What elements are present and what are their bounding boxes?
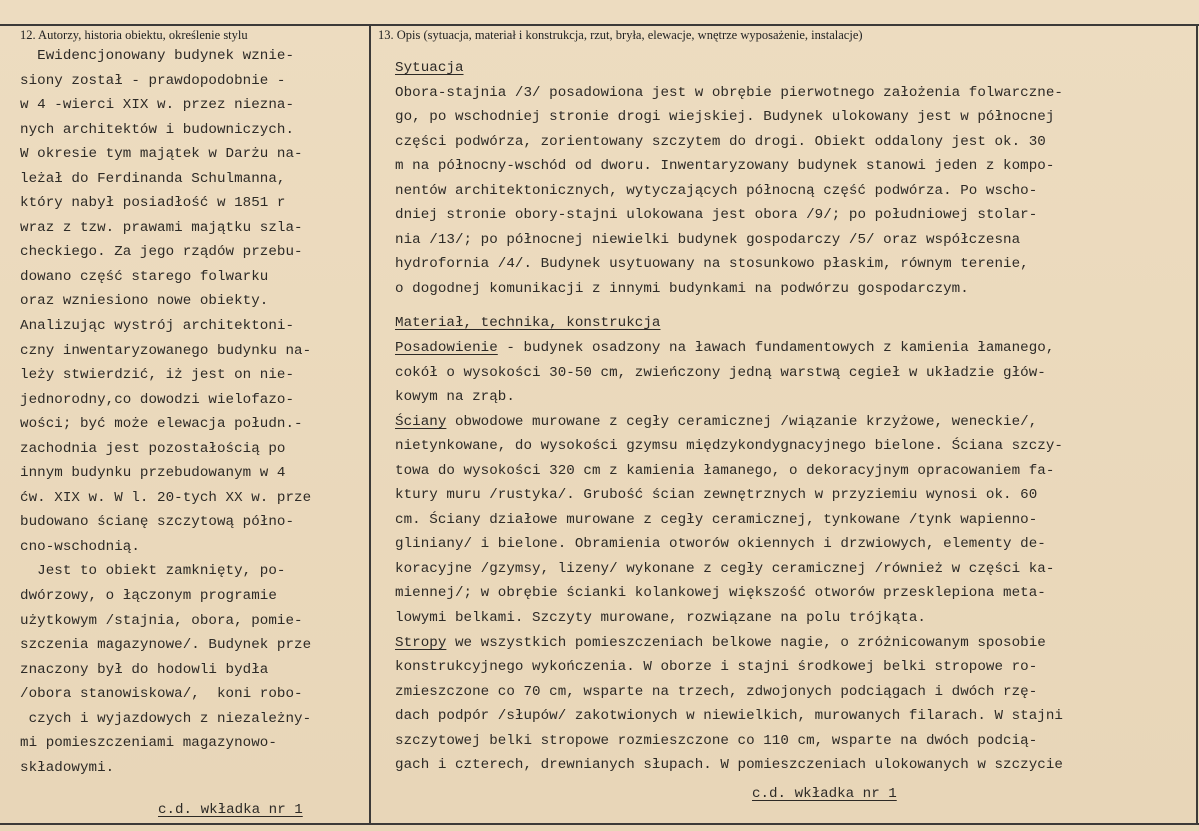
history-line: składowymi. [20,759,115,776]
stropy-line: gach i czterech, drewnianych słupach. W pomieszczeniach ulokowanych w szczycie [395,757,1063,774]
sytuacja-line: Obora-stajnia /3/ posadowiona jest w obrębie pierwotnego założenia folwarczne- [395,84,1063,101]
history-line: szczenia magazynowe/. Budynek prze [20,637,312,654]
history-line: W okresie tym majątek w Darżu na- [20,146,303,163]
history-line: innym budynku przebudowanym w 4 [20,465,286,482]
history-line: wraz z tzw. prawami majątku szla- [20,219,303,236]
history-line: ćw. XIX w. W l. 20-tych XX w. prze [20,489,312,506]
history-line: znaczony był do hodowli bydła [20,661,269,678]
stropy-line: konstrukcyjnego wykończenia. W oborze i stajni środkowej belki stropowe ro- [395,659,1038,676]
sciany-line: koracyjne /gzymsy, lizeny/ wykonane z cegły ceramicznej /również w części ka- [395,560,1055,577]
history-line: leży stwierdzić, iż jest on nie- [20,367,295,384]
sytuacja-line: go, po wschodniej stronie drogi wiejskiej. Budynek ulokowany jest w północnej [395,109,1055,126]
spacer [395,301,1195,311]
stropy-text: we wszystkich pomieszczeniach belkowe nagie, o zróżnicowanym sposobie [446,634,1046,651]
posadowienie-label: Posadowienie [395,340,498,357]
sytuacja-heading: Sytuacja [395,60,464,76]
history-line: dwórzowy, o łączonym programie [20,588,277,605]
history-line: Jest to obiekt zamknięty, po- [20,563,286,580]
posadowienie-line: cokół o wysokości 30-50 cm, zwieńczony jedną warstwą cegieł w układzie głów- [395,364,1046,381]
stropy-line: dach podpór /słupów/ zakotwionych w niewielkich, murowanych filarach. W stajni [395,708,1063,725]
left-continuation-note: c.d. wkładka nr 1 [158,802,303,818]
sciany-line: towa do wysokości 320 cm z kamienia łamanego, o dekoracyjnym opracowaniem fa- [395,462,1055,479]
history-line: zachodnia jest pozostałością po [20,440,286,457]
posadowienie-line [395,336,1195,361]
history-line: mi pomieszczeniami magazynowo- [20,735,277,752]
history-line: nych architektów i budowniczych. [20,121,295,138]
right-continuation-note: c.d. wkładka nr 1 [752,786,897,802]
history-line: Ewidencjonowany budynek wznie- [20,48,295,64]
history-line: budowano ścianę szczytową półno- [20,514,295,531]
history-line: dowano część starego folwarku [20,268,269,285]
sciany-line [395,410,1195,435]
history-line: leżał do Ferdinanda Schulmanna, [20,170,286,187]
sciany-line: gliniany/ i bielone. Obramienia otworów okiennych i drzwiowych, elementy de- [395,536,1046,553]
sytuacja-line: m na północny-wschód od dworu. Inwentaryzowany budynek stanowi jeden z kompo- [395,158,1055,175]
history-line: wości; być może elewacja połudn.- [20,416,303,433]
history-line: cno-wschodnią. [20,538,140,555]
sciany-line: cm. Ściany działowe murowane z cegły ceramicznej, tynkowane /tynk wapienno- [395,511,1038,528]
left-column-header: 12. Autorzy, historia obiektu, określenie stylu [20,28,248,42]
bottom-rule [0,823,1199,825]
sytuacja-line: o dogodnej komunikacji z innymi budynkami na podwórzu gospodarczym. [395,280,969,297]
sciany-line: miennej/; w obrębie ścianki kolankowej większość otworów przesklepiona meta- [395,585,1046,602]
sytuacja-line: części podwórza, zorientowany szczytem do drogi. Obiekt oddalony jest ok. 30 [395,133,1046,150]
posadowienie-text: - budynek osadzony na ławach fundamentowych z kamienia łamanego, [497,340,1055,357]
sciany-text: obwodowe murowane z cegły ceramicznej /wiązanie krzyżowe, weneckie/, [446,413,1038,430]
history-line: który nabył posiadłość w 1851 r [20,195,286,212]
sciany-line: lowymi belkami. Szczyty murowane, rozwiązane na polu trójkąta. [395,610,926,627]
history-line: checkiego. Za jego rządów przebu- [20,244,303,261]
history-line: /obora stanowiskowa/, koni robo- [20,686,303,703]
sciany-line: ktury muru /rustyka/. Grubość ścian zewnętrznych w przyziemiu wynosi ok. 60 [395,487,1038,504]
history-line: w 4 -wierci XIX w. przez nieznа- [20,97,295,114]
material-heading: Materiał, technika, konstrukcja [395,315,661,332]
stropy-line [395,631,1195,656]
posadowienie-line: kowym na zrąb. [395,389,515,406]
history-line: oraz wzniesiono nowe obiekty. [20,293,269,310]
history-text [20,44,365,780]
sytuacja-line: nia /13/; po północnej niewielki budynek gospodarczy /5/ oraz współczesna [395,231,1021,248]
right-column-header: 13. Opis (sytuacja, materiał i konstrukcja, rzut, bryła, elewacje, wnętrze wyposażenie, instalacje) [378,28,863,42]
sytuacja-line: nentów architektonicznych, wytyczających północną część podwórza. Po wscho- [395,182,1038,199]
history-line: siony został - prawdopodobnie - [20,72,286,89]
stropy-line: szczytowej belki stropowe rozmieszczone co 110 cm, wsparte na dwóch podcią- [395,732,1038,749]
history-line: użytkowym /stajnia, obora, pomie- [20,612,303,629]
description-text [395,56,1195,778]
right-rule [1196,24,1198,824]
stropy-label: Stropy [395,634,447,651]
sciany-line: nietynkowane, do wysokości gzymsu międzykondygnacyjnego bielone. Ściana szczy- [395,438,1063,455]
history-line: Analizując wystrój architektoni- [20,318,295,335]
sytuacja-line: dniej stronie obory-stajni ulokowana jest obora /9/; po południowej stolar- [395,207,1038,224]
history-line: czny inwentaryzowanego budynku na- [20,342,312,359]
history-line: jednorodny,co dowodzi wielofazo- [20,391,295,408]
sciany-label: Ściany [395,413,447,430]
history-line: czych i wyjazdowych z niezależny- [20,710,312,727]
stropy-line: zmieszczone co 70 cm, wsparte na trzech, zdwojonych podciągach i dwóch rzę- [395,683,1038,700]
sytuacja-line: hydrofornia /4/. Budynek usytuowany na stosunkowo płaskim, równym terenie, [395,256,1029,273]
column-divider [369,24,371,824]
top-rule [0,24,1199,26]
